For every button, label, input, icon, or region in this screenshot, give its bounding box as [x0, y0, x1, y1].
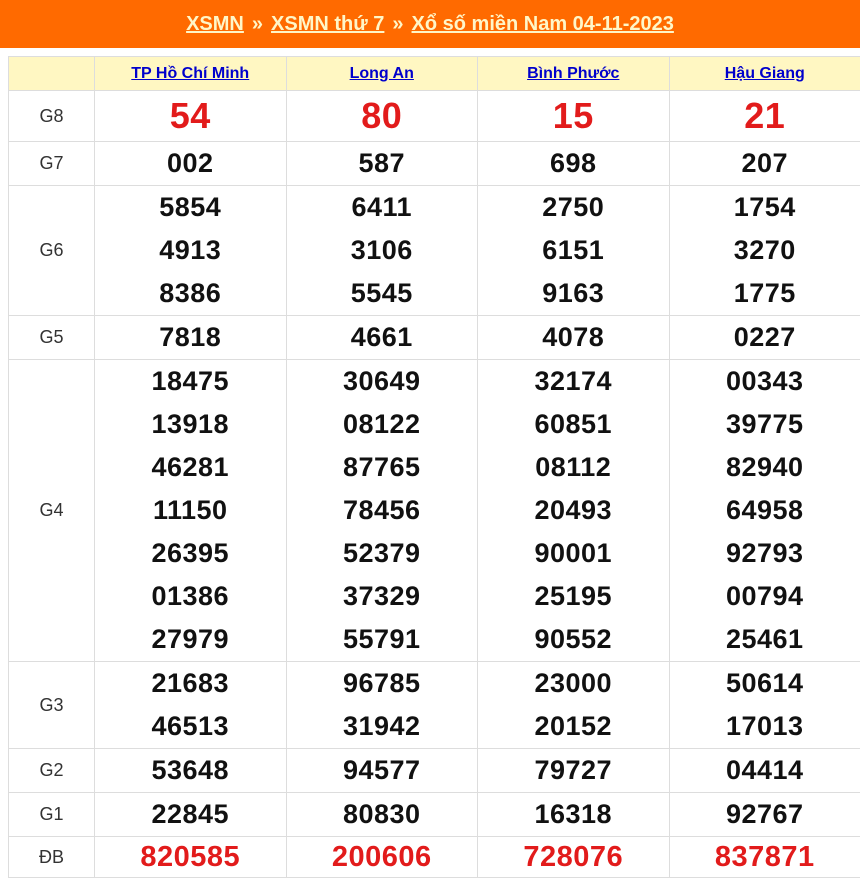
- prize-cell: [286, 837, 478, 878]
- prize-number: 8386: [159, 278, 222, 308]
- prize-cell: [478, 662, 670, 749]
- prize-cell: [478, 186, 670, 316]
- prize-number: 002: [166, 148, 214, 178]
- prize-cell: [478, 837, 670, 878]
- prize-number: 00794: [725, 581, 804, 611]
- prize-number: 08122: [342, 409, 421, 439]
- prize-label: G1: [9, 793, 95, 837]
- prize-number: 837871: [714, 841, 815, 873]
- breadcrumb-link-xsmn-thu7[interactable]: XSMN thứ 7: [271, 12, 385, 35]
- prize-number: 16318: [534, 799, 613, 829]
- prize-label: G4: [9, 360, 95, 662]
- prize-number: 46281: [151, 452, 230, 482]
- prize-number: 78456: [342, 495, 421, 525]
- prize-number: 39775: [725, 409, 804, 439]
- province-link-tphcm[interactable]: TP Hồ Chí Minh: [131, 64, 250, 82]
- prize-cell: [286, 142, 478, 186]
- prize-number: 92767: [725, 799, 804, 829]
- prize-number: 94577: [342, 755, 421, 785]
- prize-number: 11150: [152, 495, 228, 525]
- prize-cell: [669, 186, 860, 316]
- breadcrumb-link-xsmn[interactable]: XSMN: [186, 12, 244, 35]
- prize-number: 25195: [534, 581, 613, 611]
- province-link-binh-phuoc[interactable]: Bình Phước: [527, 64, 620, 82]
- province-link-long-an[interactable]: Long An: [349, 64, 414, 82]
- breadcrumb-separator: »: [392, 12, 404, 35]
- prize-number: 55791: [342, 624, 421, 654]
- prize-number: 60851: [534, 409, 613, 439]
- prize-number: 4078: [542, 322, 605, 352]
- prize-cell: [478, 793, 670, 837]
- prize-cell: [478, 360, 670, 662]
- prize-number: 23000: [534, 668, 613, 698]
- prize-number: 08112: [535, 452, 612, 482]
- prize-cell: [669, 142, 860, 186]
- prize-row-g5: [9, 316, 860, 360]
- prize-cell: [95, 316, 287, 360]
- prize-number: 25461: [725, 624, 804, 654]
- prize-number: 04414: [725, 755, 804, 785]
- prize-number: 3106: [350, 235, 413, 265]
- prize-number: 5854: [159, 192, 222, 222]
- prize-cell: [669, 749, 860, 793]
- prize-number: 7818: [159, 322, 222, 352]
- header-cell-province: [95, 57, 287, 91]
- prize-cell: [95, 837, 287, 878]
- prize-number: 587: [358, 148, 406, 178]
- prize-number: 0227: [733, 322, 796, 352]
- prize-number: 5545: [350, 278, 413, 308]
- breadcrumb-link-current-date[interactable]: Xổ số miền Nam 04-11-2023: [411, 12, 674, 35]
- prize-number: 54: [169, 95, 211, 136]
- prize-number: 37329: [342, 581, 421, 611]
- prize-label: G8: [9, 91, 95, 142]
- prize-cell: [286, 749, 478, 793]
- prize-row-g8: [9, 91, 860, 142]
- prize-number: 3270: [733, 235, 796, 265]
- prize-number: 20152: [534, 711, 613, 741]
- prize-cell: [95, 749, 287, 793]
- prize-number: 50614: [725, 668, 804, 698]
- header-corner-cell: [9, 57, 95, 91]
- prize-number: 92793: [725, 538, 804, 568]
- prize-number: 26395: [151, 538, 230, 568]
- prize-number: 698: [549, 148, 597, 178]
- breadcrumb: [0, 0, 860, 48]
- prize-cell: [95, 142, 287, 186]
- prize-cell: [478, 142, 670, 186]
- prize-number: 18475: [151, 366, 230, 396]
- prize-number: 46513: [151, 711, 230, 741]
- prize-number: 21683: [151, 668, 230, 698]
- prize-cell: [669, 837, 860, 878]
- prize-number: 90552: [534, 624, 613, 654]
- prize-label: G6: [9, 186, 95, 316]
- prize-number: 6151: [542, 235, 605, 265]
- table-header-row: [9, 57, 860, 91]
- prize-cell: [669, 360, 860, 662]
- prize-number: 53648: [151, 755, 230, 785]
- prize-label: G3: [9, 662, 95, 749]
- header-cell-province: [669, 57, 860, 91]
- prize-cell: [95, 91, 287, 142]
- prize-row-g1: [9, 793, 860, 837]
- prize-cell: [95, 360, 287, 662]
- prize-number: 96785: [342, 668, 421, 698]
- prize-number: 207: [741, 148, 789, 178]
- prize-cell: [95, 793, 287, 837]
- prize-number: 30649: [342, 366, 421, 396]
- prize-cell: [478, 91, 670, 142]
- prize-row-g4: [9, 360, 860, 662]
- prize-number: 728076: [523, 841, 624, 873]
- prize-cell: [478, 316, 670, 360]
- prize-number: 80830: [342, 799, 421, 829]
- prize-number: 820585: [140, 841, 241, 873]
- prize-label: G5: [9, 316, 95, 360]
- prize-cell: [286, 316, 478, 360]
- prize-cell: [286, 186, 478, 316]
- prize-number: 9163: [542, 278, 605, 308]
- header-cell-province: [286, 57, 478, 91]
- breadcrumb-separator: »: [251, 12, 264, 35]
- prize-label: ĐB: [9, 837, 95, 878]
- results-body: [9, 91, 860, 878]
- header-cell-province: [478, 57, 670, 91]
- prize-cell: [95, 662, 287, 749]
- prize-number: 82940: [725, 452, 804, 482]
- province-link-hau-giang[interactable]: Hậu Giang: [724, 64, 805, 82]
- prize-row-g6: [9, 186, 860, 316]
- prize-cell: [669, 662, 860, 749]
- prize-number: 20493: [534, 495, 613, 525]
- prize-number: 13918: [151, 409, 230, 439]
- prize-number: 4913: [159, 235, 222, 265]
- prize-number: 80: [361, 95, 403, 136]
- prize-cell: [478, 749, 670, 793]
- prize-number: 22845: [151, 799, 230, 829]
- prize-number: 1775: [733, 278, 796, 308]
- prize-cell: [286, 793, 478, 837]
- prize-number: 64958: [725, 495, 804, 525]
- prize-number: 2750: [542, 192, 605, 222]
- prize-label: G2: [9, 749, 95, 793]
- prize-number: 79727: [534, 755, 613, 785]
- prize-number: 6411: [351, 192, 413, 222]
- prize-number: 15: [552, 95, 594, 136]
- prize-number: 17013: [725, 711, 804, 741]
- prize-number: 27979: [151, 624, 230, 654]
- prize-number: 32174: [534, 366, 613, 396]
- prize-cell: [286, 662, 478, 749]
- prize-number: 1754: [733, 192, 796, 222]
- prize-row-g3: [9, 662, 860, 749]
- prize-number: 00343: [725, 366, 804, 396]
- prize-number: 87765: [342, 452, 421, 482]
- prize-number: 21: [744, 95, 786, 136]
- prize-number: 200606: [331, 841, 432, 873]
- prize-row-g7: [9, 142, 860, 186]
- prize-cell: [286, 91, 478, 142]
- prize-cell: [669, 316, 860, 360]
- results-table: [8, 56, 860, 878]
- prize-row-db: [9, 837, 860, 878]
- prize-cell: [286, 360, 478, 662]
- prize-number: 31942: [342, 711, 421, 741]
- prize-cell: [95, 186, 287, 316]
- prize-number: 01386: [151, 581, 230, 611]
- prize-label: G7: [9, 142, 95, 186]
- prize-cell: [669, 91, 860, 142]
- results-container: [8, 56, 860, 878]
- prize-number: 90001: [534, 538, 613, 568]
- prize-number: 4661: [350, 322, 413, 352]
- prize-number: 52379: [342, 538, 421, 568]
- prize-row-g2: [9, 749, 860, 793]
- prize-cell: [669, 793, 860, 837]
